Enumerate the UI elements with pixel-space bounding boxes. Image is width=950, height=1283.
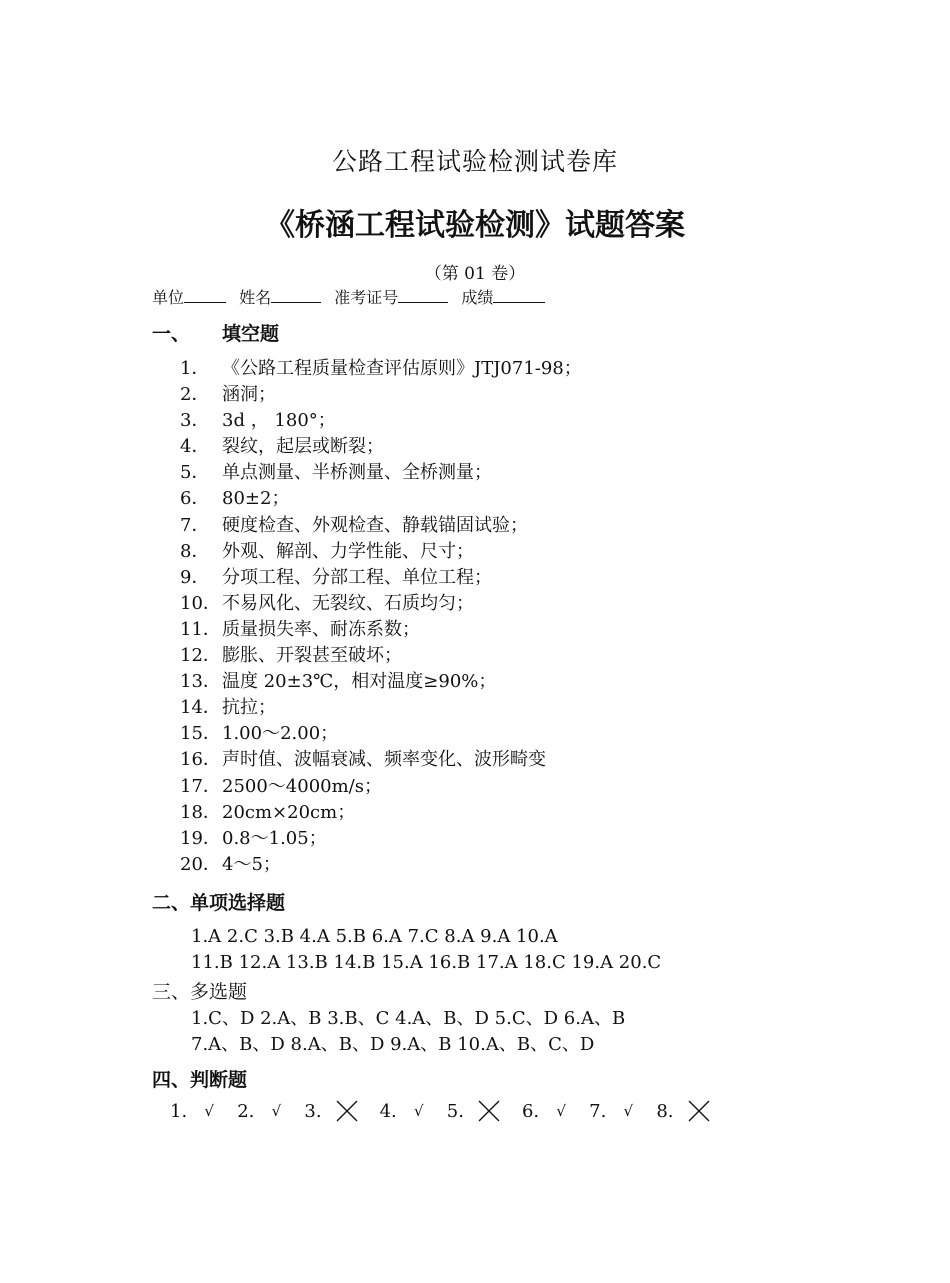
- fill-answer-text: 80±2；: [222, 488, 290, 510]
- fill-answer-text: 4～5；: [222, 853, 281, 875]
- judgement-item: [522, 1100, 569, 1122]
- doc-subtitle: 《桥涵工程试验检测》试题答案: [265, 208, 685, 243]
- fill-answer-number: 8．: [180, 540, 210, 562]
- fill-answer-item: [180, 513, 582, 539]
- fill-answer-number: 5．: [180, 462, 210, 484]
- judgement-answer-row: [170, 1100, 712, 1122]
- multi-choice-answers-1: 1.C、D 2.A、B 3.B、C 4.A、B、D 5.C、D 6.A、B: [191, 1008, 626, 1029]
- fill-answer-text: 1.00～2.00；: [222, 723, 339, 745]
- fill-answer-text: 外观、解剖、力学性能、尺寸；: [222, 540, 474, 562]
- judgement-item: [170, 1100, 217, 1122]
- fill-answer-number: 20．: [180, 853, 221, 875]
- unit-blank: [184, 289, 226, 303]
- judgement-item: [237, 1100, 284, 1122]
- fill-answer-number: 12．: [180, 645, 221, 667]
- fill-answer-item: [180, 486, 582, 512]
- fill-answer-item: [180, 539, 582, 565]
- doc-title: 公路工程试验检测试卷库: [331, 147, 618, 176]
- fill-answer-item: [180, 721, 582, 747]
- checkmark-icon: √: [204, 1102, 214, 1120]
- section-single-choice-heading: 二、单项选择题: [152, 892, 286, 914]
- fill-answer-text: 硬度检查、外观检查、静载锚固试验；: [222, 514, 528, 536]
- checkmark-icon: √: [556, 1102, 566, 1120]
- fill-answer-item: [180, 382, 582, 408]
- name-label: 姓名: [239, 288, 272, 307]
- cross-icon: [688, 1100, 712, 1122]
- fill-answer-number: 6．: [180, 488, 210, 510]
- judgement-number: 1.: [170, 1100, 188, 1122]
- judgement-number: 7.: [589, 1100, 607, 1122]
- fill-answer-item: [180, 774, 582, 800]
- section-fill-heading: [152, 319, 279, 346]
- section-fill-number: 一、: [152, 323, 191, 345]
- fill-answer-text: 膨胀、开裂甚至破坏；: [222, 645, 402, 667]
- fill-answer-number: 17．: [180, 775, 221, 797]
- fill-answer-number: 13．: [180, 671, 221, 693]
- judgement-number: 2.: [237, 1100, 255, 1122]
- fill-answer-text: 温度 20±3℃，相对温度≥90%；: [222, 671, 497, 693]
- fill-answer-item: [180, 617, 582, 643]
- fill-answer-number: 16．: [180, 749, 221, 771]
- checkmark-icon: √: [623, 1102, 634, 1120]
- fill-answer-text: 0.8～1.05；: [222, 827, 327, 849]
- fill-answer-item: [180, 852, 582, 878]
- fill-answer-item: [180, 826, 582, 852]
- fill-answer-list: [180, 356, 582, 878]
- fill-answer-number: 15．: [180, 723, 221, 745]
- section-fill-title: 填空题: [222, 323, 280, 345]
- fill-answer-number: 14．: [180, 697, 221, 719]
- judgement-number: 8.: [656, 1100, 674, 1122]
- single-choice-answers-2: 11.B 12.A 13.B 14.B 15.A 16.B 17.A 18.C 19.A 20.C: [191, 952, 662, 973]
- fill-answer-item: [180, 460, 582, 486]
- section-multi-choice-heading: 三、多选题: [152, 981, 248, 1003]
- fill-answer-item: [180, 408, 582, 434]
- fill-answer-number: 18．: [180, 801, 221, 823]
- fill-answer-item: [180, 643, 582, 669]
- fill-answer-number: 10．: [180, 592, 221, 614]
- fill-answer-item: [180, 747, 582, 773]
- judgement-number: 4.: [379, 1100, 397, 1122]
- fill-answer-text: 抗拉；: [222, 697, 276, 719]
- fill-answer-item: [180, 434, 582, 460]
- fill-answer-number: 9．: [180, 566, 210, 588]
- checkmark-icon: √: [271, 1102, 282, 1120]
- exam-id-label: 准考证号: [334, 288, 399, 307]
- judgement-item: [304, 1100, 359, 1122]
- fill-answer-text: 裂纹，起层或断裂；: [222, 436, 384, 458]
- fill-answer-text: 3d ， 180°；: [222, 410, 336, 432]
- multi-choice-answers-2: 7.A、B、D 8.A、B、D 9.A、B 10.A、B、C、D: [191, 1034, 595, 1055]
- fill-answer-text: 不易风化、无裂纹、石质均匀；: [222, 592, 474, 614]
- section-judgement-heading: 四、判断题: [152, 1069, 248, 1091]
- judgement-number: 6.: [521, 1100, 540, 1122]
- score-blank: [493, 289, 545, 303]
- cross-icon: [478, 1100, 502, 1122]
- fill-answer-item: [180, 695, 582, 721]
- fill-answer-number: 3．: [180, 410, 210, 432]
- checkmark-icon: √: [413, 1102, 424, 1120]
- fill-answer-number: 19．: [180, 827, 221, 849]
- fill-answer-text: 20cm×20cm；: [222, 801, 356, 823]
- name-blank: [271, 289, 321, 303]
- single-choice-answers-1: 1.A 2.C 3.B 4.A 5.B 6.A 7.C 8.A 9.A 10.A: [191, 926, 558, 947]
- fill-answer-number: 1．: [180, 358, 210, 379]
- fill-answer-text: 质量损失率、耐冻系数；: [222, 618, 420, 640]
- fill-answer-text: 涵洞；: [222, 384, 276, 406]
- judgement-item: [589, 1100, 636, 1122]
- unit-label: 单位: [152, 288, 185, 307]
- judgement-item: [380, 1100, 427, 1122]
- cross-icon: [336, 1100, 360, 1122]
- fill-answer-number: 2．: [180, 384, 210, 406]
- volume-label: （第 01 卷）: [424, 264, 526, 284]
- score-label: 成绩: [461, 288, 494, 307]
- fill-answer-text: 声时值、波幅衰减、频率变化、波形畸变: [222, 749, 546, 771]
- fill-answer-number: 7．: [180, 514, 210, 536]
- fill-answer-item: [180, 565, 582, 591]
- exam-id-blank: [398, 289, 448, 303]
- fill-answer-item: [180, 356, 582, 382]
- fill-answer-item: [180, 669, 582, 695]
- fill-answer-text: 单点测量、半桥测量、全桥测量；: [222, 462, 492, 484]
- fill-answer-item: [180, 800, 582, 826]
- candidate-info-line: [152, 285, 553, 308]
- fill-answer-text: 2500～4000m/s；: [222, 775, 382, 797]
- fill-answer-number: 4．: [180, 436, 210, 458]
- fill-answer-text: 分项工程、分部工程、单位工程；: [222, 566, 492, 588]
- fill-answer-number: 11．: [180, 618, 221, 640]
- judgement-number: 3.: [304, 1100, 322, 1122]
- judgement-item: [447, 1100, 502, 1122]
- judgement-item: [656, 1100, 711, 1122]
- fill-answer-text: 《公路工程质量检查评估原则》JTJ071-98；: [222, 358, 582, 379]
- judgement-number: 5.: [446, 1100, 464, 1122]
- fill-answer-item: [180, 591, 582, 617]
